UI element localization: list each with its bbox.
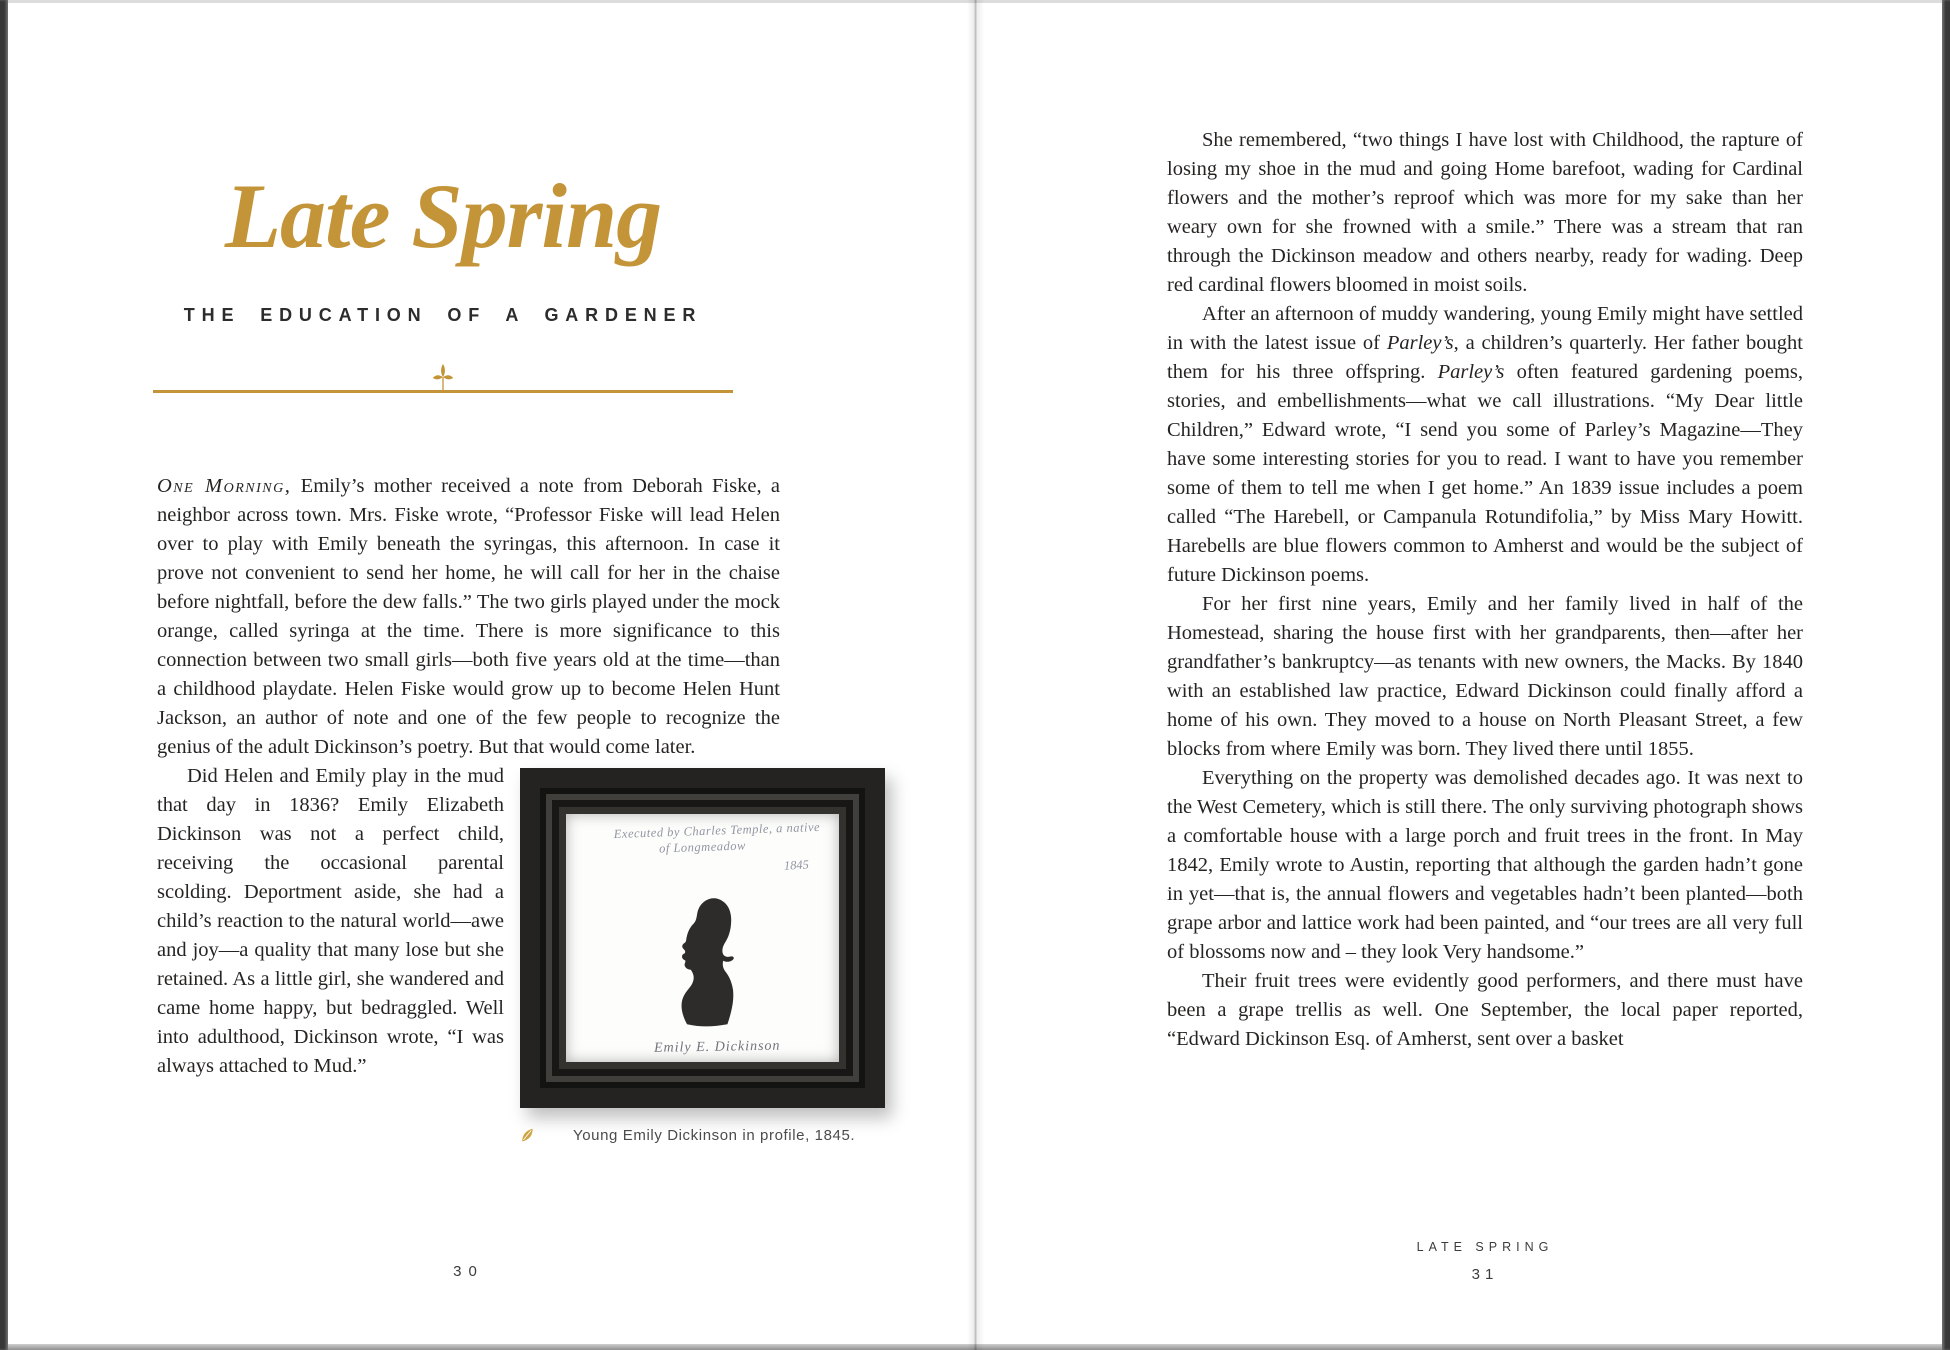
book-edge-left (0, 0, 8, 1350)
chapter-header (153, 165, 733, 267)
paragraph (157, 762, 856, 1144)
caption-text: Young Emily Dickinson in profile, 1845. (573, 1127, 856, 1144)
paragraph (157, 472, 780, 762)
paragraph-text: Did Helen and Emily play in the mud that day in 1836? Emily Elizabeth Dickinson was not a perfect child, receiving the occasional parental scolding. Deportment aside, she had a child’s reaction to the natural world—awe and joy—a quality that many lose but she retained. As a little girl, she wandered and came home happy, but bedraggled. Well into adulthood, Dickinson wrote, “I was always attached to Mud.” (157, 765, 504, 1077)
figure-block (520, 768, 885, 1150)
running-footer: LATE SPRING (1416, 1240, 1554, 1254)
page-number-left: 30 (453, 1263, 484, 1280)
chapter-subtitle: THE EDUCATION OF A GARDENER (183, 305, 703, 325)
emily-silhouette-image (655, 887, 751, 1028)
paragraph: Their fruit trees were evidently good performers, and there must have been a grape trellis as well. One September, the local paper reported, “Edward Dickinson Esq. of Amherst, sent over a basket (1167, 970, 1803, 1050)
page-number-right: 31 (1471, 1266, 1499, 1283)
paragraph: For her first nine years, Emily and her family lived in half of the Homestead, sharing the house first with her grandparents, then—after her grandfather’s bankruptcy—as tenants with new owners, the Macks. By 1840 with an established law practice, Edward Dickinson could finally afford a home of his own. They moved to a house on North Pleasant Street, a few blocks from where Emily was born. They lived there until 1855. (1167, 593, 1803, 760)
inscription-line: Executed by Charles Temple, a native (613, 819, 821, 842)
caption-leaf-icon (519, 1127, 536, 1144)
inscription-line: of Longmeadow (659, 838, 747, 856)
figure-caption (520, 1121, 885, 1150)
framed-portrait (520, 768, 885, 1108)
paragraph: She remembered, “two things I have lost with Childhood, the rapture of losing my shoe in the mud and going Home barefoot, wading for Cardinal flowers and the mother’s reproof which was more for my sake than her weary own for she frowned with a smile.” There was a stream that ran through the Dickinson meadow and others nearby, ready for wading. Deep red cardinal flowers bloomed in moist soils. (1167, 129, 1803, 296)
lead-in-phrase: One Morning, (157, 475, 292, 497)
sprout-ornament-icon (431, 363, 455, 392)
right-page-body (1167, 126, 1803, 1054)
paragraph: After an afternoon of muddy wandering, young Emily might have settled in with the latest issue of Parley’s, a children’s quarterly. Her father bought them for his three offspring. Parley’s often featured gardening poems, stories, and embellishments—what we call illustrations. “My Dear little Children,” Edward wrote, “I send you some of Parley’s Magazine—They have some interesting stories for you to read. I want to have you remember some of them to tell me when I get home.” An 1839 issue includes a poem called “The Harebell, or Campanula Rotundifolia,” by Miss Mary Howitt. Harebells are blue flowers common to Amherst and would be the subject of future Dickinson poems. (1167, 303, 1804, 586)
portrait-signature: Emily E. Dickinson (654, 1038, 781, 1056)
paragraph: Everything on the property was demolished decades ago. It was next to the West Cemetery, which is still there. The only surviving photograph shows a comfortable house with a large porch and fruit trees in the front. In May 1842, Emily wrote to Austin, reporting that although the garden hadn’t gone in yet—that is, the annual flowers and vegetables hadn’t been planted—both grape arbor and lattice work had been painted, and “our trees are all very full of blossoms now and – they look Very handsome.” (1167, 767, 1803, 963)
book-edge-right (1942, 0, 1950, 1350)
left-page-body (157, 472, 856, 1150)
paragraph-text: Emily’s mother received a note from Deborah Fiske, a neighbor across town. Mrs. Fiske wrote, “Professor Fiske will lead Helen over to play with Emily beneath the syringas, this afternoon. In case it prove not convenient to send her home, he will call for her in the chaise before nightfall, before the dew falls.” The two girls played under the mock orange, called syringa at the time. There is more significance to this connection between two small girls—both five years old at the time—than a childhood playdate. Helen Fiske would grow up to become Helen Hunt Jackson, an author of note and one of the few people to recognize the genius of the adult Dickinson’s poetry. But that would come later. (157, 475, 780, 758)
inscription-year: 1845 (783, 857, 810, 873)
portrait-mat (566, 814, 839, 1062)
chapter-title: Late Spring (224, 165, 662, 267)
page-gutter (967, 0, 984, 1350)
